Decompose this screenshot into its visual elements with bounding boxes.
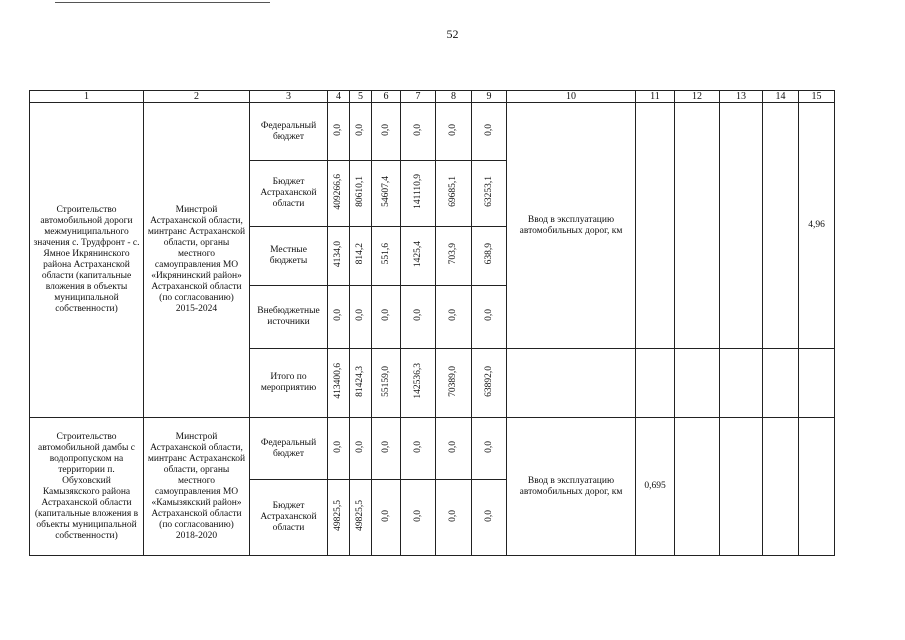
- col-header: 12: [675, 91, 720, 103]
- value-cell: 49825,5: [350, 480, 372, 556]
- col-header: 1: [30, 91, 144, 103]
- project-name: Строительство автомобильной дороги межмуниципального значения с. Трудфронт - с. Ямное Икрянинского района Астраханской области (капитальные вложения в объекты муниципальной собственности): [30, 103, 144, 418]
- col13-cell: [720, 418, 763, 556]
- value-cell: 0,0: [472, 103, 507, 161]
- col15-cell: [799, 418, 835, 556]
- value-cell: 0,0: [328, 103, 350, 161]
- funding-source: Местные бюджеты: [250, 227, 328, 286]
- funding-source: Федеральный бюджет: [250, 418, 328, 480]
- value-cell: 0,0: [472, 418, 507, 480]
- value-cell: 0,0: [350, 103, 372, 161]
- table-row: [30, 418, 835, 480]
- col14-cell: [763, 349, 799, 418]
- col12-cell: [675, 418, 720, 556]
- value-cell: 0,0: [350, 286, 372, 349]
- value-cell: 0,0: [372, 480, 401, 556]
- value-cell: 0,0: [401, 103, 436, 161]
- col14-cell: [763, 418, 799, 556]
- col12-cell: [675, 103, 720, 349]
- value-cell: 0,0: [401, 286, 436, 349]
- value-cell: 0,0: [472, 286, 507, 349]
- value-cell: 0,0: [328, 286, 350, 349]
- col13-cell: [720, 103, 763, 349]
- value-cell: 0,0: [401, 480, 436, 556]
- funding-source: Бюджет Астраханской области: [250, 480, 328, 556]
- value-cell: 0,0: [350, 418, 372, 480]
- value-cell: 0,0: [372, 286, 401, 349]
- value-cell: 1425,4: [401, 227, 436, 286]
- col11-cell: 0,695: [636, 418, 675, 556]
- funding-source: Бюджет Астраханской области: [250, 161, 328, 227]
- budget-table: [29, 90, 835, 556]
- value-cell: 80610,1: [350, 161, 372, 227]
- col13-cell: [720, 349, 763, 418]
- value-cell: 0,0: [372, 418, 401, 480]
- value-cell: 0,0: [436, 480, 472, 556]
- value-cell: 0,0: [436, 418, 472, 480]
- table-row: [30, 103, 835, 161]
- col15-cell: 4,96: [799, 103, 835, 349]
- value-cell: 63892,0: [472, 349, 507, 418]
- value-cell: 703,9: [436, 227, 472, 286]
- col-header: 9: [472, 91, 507, 103]
- col12-cell: [675, 349, 720, 418]
- col-header: 15: [799, 91, 835, 103]
- value-cell: 55159,0: [372, 349, 401, 418]
- funding-source: Итого по мероприятию: [250, 349, 328, 418]
- col11-cell: [636, 103, 675, 349]
- indicator-cell: Ввод в эксплуатацию автомобильных дорог, км: [507, 418, 636, 556]
- value-cell: 142536,3: [401, 349, 436, 418]
- value-cell: 63253,1: [472, 161, 507, 227]
- col-header: 13: [720, 91, 763, 103]
- value-cell: 0,0: [436, 286, 472, 349]
- value-cell: 4134,0: [328, 227, 350, 286]
- top-rule: [55, 2, 270, 3]
- col-header: 11: [636, 91, 675, 103]
- column-number-row: [30, 91, 835, 103]
- col-header: 6: [372, 91, 401, 103]
- value-cell: 49825,5: [328, 480, 350, 556]
- value-cell: 0,0: [436, 103, 472, 161]
- value-cell: 0,0: [401, 418, 436, 480]
- value-cell: 551,6: [372, 227, 401, 286]
- value-cell: 814,2: [350, 227, 372, 286]
- funding-source: Федеральный бюджет: [250, 103, 328, 161]
- project-executor: Минстрой Астраханской области, минтранс Астраханской области, органы местного самоуправления МО «Камызякский район» Астраханской области (по согласованию) 2018-2020: [144, 418, 250, 556]
- col-header: 2: [144, 91, 250, 103]
- page-number: 52: [446, 27, 459, 41]
- col-header: 5: [350, 91, 372, 103]
- value-cell: 409266,6: [328, 161, 350, 227]
- value-cell: 638,9: [472, 227, 507, 286]
- project-name: Строительство автомобильной дамбы с водопропуском на территории п. Обуховский Камызякского района Астраханской области (капитальные вложения в объекты муниципальной собственности): [30, 418, 144, 556]
- col15-cell: [799, 349, 835, 418]
- col-header: 3: [250, 91, 328, 103]
- col-header: 10: [507, 91, 636, 103]
- value-cell: 70389,0: [436, 349, 472, 418]
- value-cell: 0,0: [328, 418, 350, 480]
- col-header: 14: [763, 91, 799, 103]
- indicator-cell: [507, 349, 636, 418]
- col-header: 4: [328, 91, 350, 103]
- value-cell: 141110,9: [401, 161, 436, 227]
- col-header: 8: [436, 91, 472, 103]
- col-header: 7: [401, 91, 436, 103]
- indicator-cell: Ввод в эксплуатацию автомобильных дорог, км: [507, 103, 636, 349]
- value-cell: 81424,3: [350, 349, 372, 418]
- value-cell: 413400,6: [328, 349, 350, 418]
- value-cell: 0,0: [472, 480, 507, 556]
- value-cell: 69685,1: [436, 161, 472, 227]
- col11-cell: [636, 349, 675, 418]
- col14-cell: [763, 103, 799, 349]
- value-cell: 54607,4: [372, 161, 401, 227]
- funding-source: Внебюджетные источники: [250, 286, 328, 349]
- project-executor: Минстрой Астраханской области, минтранс Астраханской области, органы местного самоуправления МО «Икрянинский район» Астраханской области (по согласованию) 2015-2024: [144, 103, 250, 418]
- value-cell: 0,0: [372, 103, 401, 161]
